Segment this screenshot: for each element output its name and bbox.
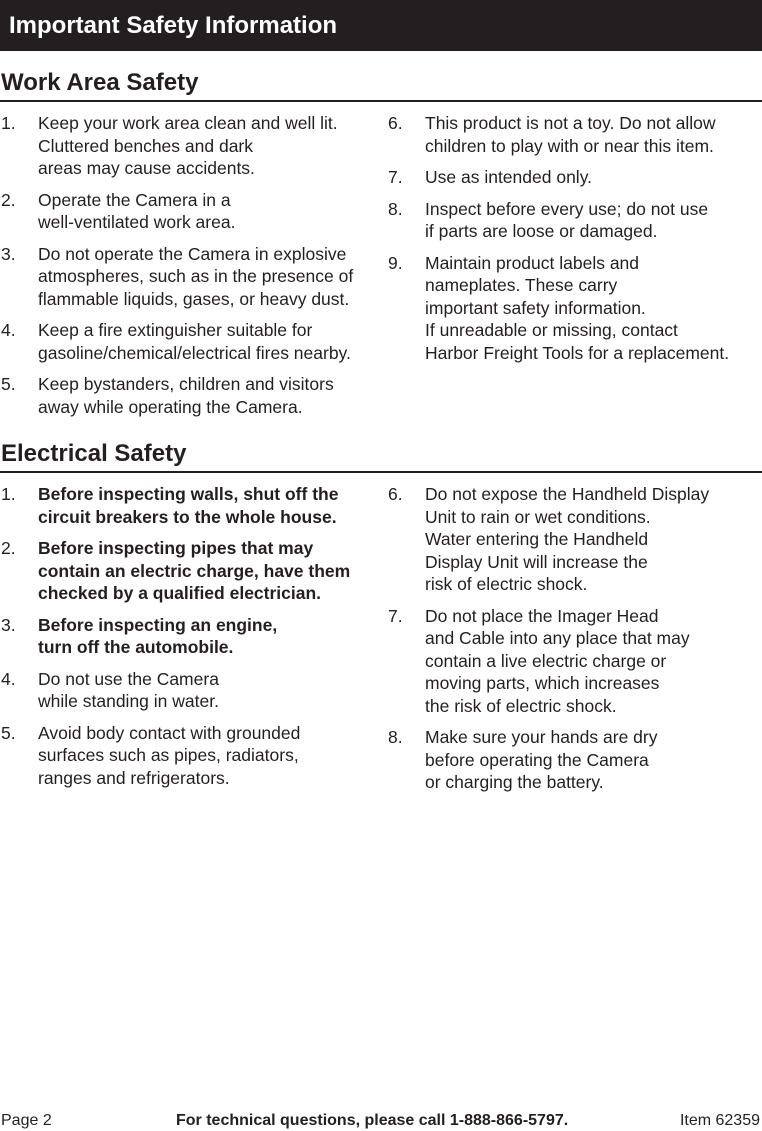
item-number-label: 5. [1, 722, 16, 743]
safety-list-item [1, 614, 381, 659]
electrical-left-column [1, 483, 381, 798]
safety-list-item [1, 722, 381, 790]
safety-list-item [1, 668, 381, 713]
item-number-label: 5. [1, 374, 16, 394]
item-number-label: 3. [1, 614, 16, 635]
safety-list-item [1, 319, 381, 364]
work-area-right-column [388, 112, 760, 373]
safety-list-item [388, 726, 760, 794]
safety-list-item [1, 537, 381, 605]
safety-list-item [1, 483, 381, 528]
item-number-label: 9. [388, 252, 403, 273]
item-number-label: 7. [388, 167, 403, 187]
item-text: This product is not a toy. Do not allow children to play with or near this item. [425, 113, 716, 156]
work-area-safety-heading: Work Area Safety [1, 69, 199, 96]
item-text: Keep bystanders, children and visitors away while operating the Camera. [38, 374, 334, 417]
item-text: Use as intended only. [425, 167, 593, 187]
item-number-label: 3. [1, 243, 16, 264]
item-text: Maintain product labels and nameplates. These carry important safety information. If unreadable or missing, contact Harbor Freight Tools for a replacement. [425, 252, 730, 363]
item-number-label: 7. [388, 605, 403, 626]
work-area-divider [0, 100, 762, 102]
item-text: Make sure your hands are dry before operating the Camera or charging the battery. [425, 727, 658, 792]
item-text: Before inspecting an engine, turn off the automobile. [38, 614, 278, 657]
safety-list-item [1, 189, 381, 234]
electrical-safety-heading: Electrical Safety [1, 440, 187, 467]
safety-list-item [1, 112, 381, 180]
item-number-label: 6. [388, 484, 403, 504]
item-number-label: 8. [388, 198, 403, 219]
item-text: Do not use the Camera while standing in water. [38, 668, 219, 711]
item-number-label: 4. [1, 668, 16, 689]
item-text: Before inspecting walls, shut off the circuit breakers to the whole house. [38, 484, 339, 527]
item-number: Item 62359 [679, 1112, 760, 1129]
safety-list-item [388, 483, 760, 596]
work-area-left-column [1, 112, 381, 427]
item-text: Do not operate the Camera in explosive atmospheres, such as in the presence of flammable liquids, gases, or heavy dust. [38, 243, 354, 309]
item-text: Do not expose the Handheld Display Unit to rain or wet conditions. Water entering the Handheld Display Unit will increase the risk of electric shock. [425, 484, 710, 594]
item-text: Avoid body contact with grounded surfaces such as pipes, radiators, ranges and refrigerators. [38, 722, 301, 788]
safety-list-item [388, 198, 760, 243]
item-number-label: 2. [1, 538, 16, 558]
item-text: Keep your work area clean and well lit. Cluttered benches and dark areas may cause accidents. [38, 113, 338, 178]
safety-list-item [388, 252, 760, 365]
tech-support-line: For technical questions, please call 1-888-866-5797. [176, 1112, 569, 1129]
safety-list-item [388, 112, 760, 157]
safety-list-item [1, 373, 381, 418]
item-text: Operate the Camera in a well-ventilated work area. [38, 189, 236, 232]
item-text: Keep a fire extinguisher suitable for gasoline/chemical/electrical fires nearby. [38, 320, 351, 363]
item-number-label: 2. [1, 189, 16, 210]
page-banner: Important Safety Information [0, 0, 762, 51]
safety-list-item [388, 166, 760, 189]
electrical-right-column [388, 483, 760, 803]
safety-list-item [388, 605, 760, 718]
page-number: Page 2 [1, 1112, 52, 1129]
item-number-label: 6. [388, 113, 403, 133]
item-number-label: 4. [1, 320, 16, 340]
item-text: Inspect before every use; do not use if parts are loose or damaged. [425, 198, 709, 241]
item-text: Before inspecting pipes that may contain an electric charge, have them checked by a qualified electrician. [38, 538, 351, 603]
item-number-label: 1. [1, 113, 16, 133]
item-number-label: 8. [388, 727, 403, 747]
item-number-label: 1. [1, 484, 16, 504]
item-text: Do not place the Imager Head and Cable into any place that may contain a live electric charge or moving parts, which increases the risk of electric shock. [425, 605, 690, 716]
safety-list-item [1, 243, 381, 311]
electrical-divider [0, 471, 762, 473]
